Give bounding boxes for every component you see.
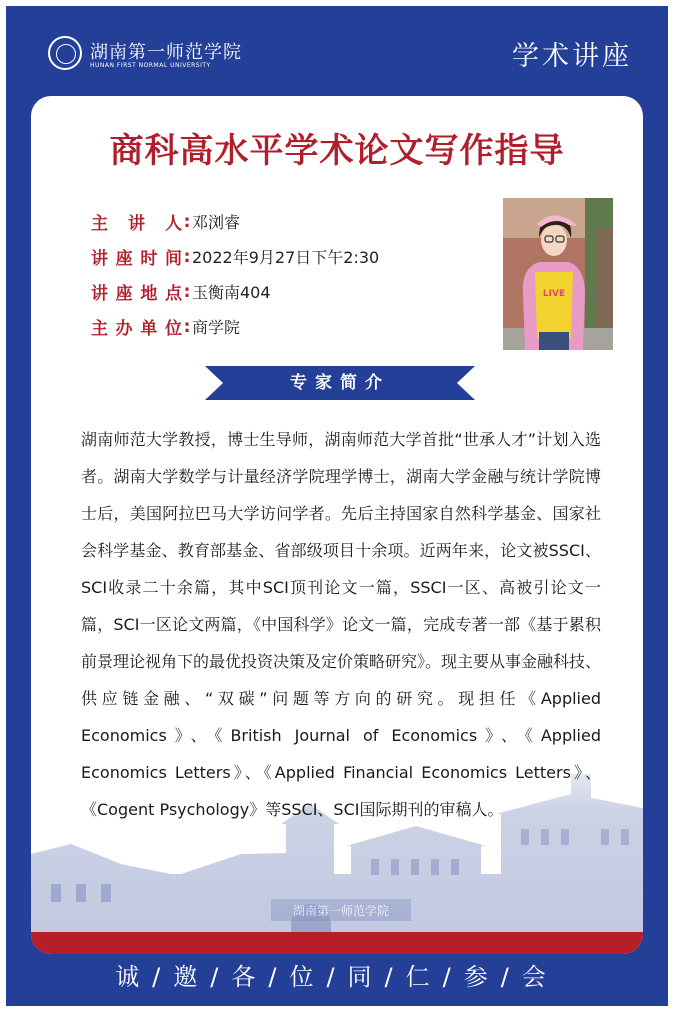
info-label: 主办单位 <box>91 319 182 339</box>
info-row-location: 讲座地点 : 玉衡南404 <box>91 274 379 309</box>
poster-footer <box>0 954 674 1012</box>
info-value: 玉衡南404 <box>192 283 271 302</box>
speaker-bio: 湖南师范大学教授，博士生导师，湖南师范大学首批“世承人才”计划入选者。湖南大学数学与计量经济学院理学博士，湖南大学金融与统计学院博士后，美国阿拉巴马大学访问学者。先后主持国家自然科学基金、国家社会科学基金、教育部基金、省部级项目十余项。近两年来，论文被SSCI、SCI收录二十余篇，其中SCI顶刊论文一篇，SSCI一区、高被引论文一篇，SCI一区论文两篇，《中国科学》论文一篇，完成专著一部《基于累积前景理论视角下的最优投资决策及定价策略研究》。现主要从事金融科技、供应链金融、“双碳”问题等方向的研究。现担任《Applied Economics》、《British Journal of Economics》、《Applied Economics Letters》、《Applied Financial Economics Letters》、《Cogent Psychology》等SSCI、SCI国际期刊的审稿人。 <box>81 430 602 819</box>
content-card <box>31 96 643 954</box>
lecture-title: 商科高水平学术论文写作指导 <box>109 131 565 171</box>
university-name-en: HUNAN FIRST NORMAL UNIVERSITY <box>90 62 211 69</box>
invitation-text: 诚/邀/各/位/同/仁/参/会 <box>115 963 559 991</box>
section-heading: 专家简介 <box>290 373 390 393</box>
poster-header <box>0 0 674 96</box>
event-category: 学术讲座 <box>512 41 632 72</box>
section-heading-wrap <box>205 366 475 400</box>
decorative-band <box>31 932 643 954</box>
info-value: 邓浏睿 <box>192 213 241 232</box>
lecture-info <box>91 204 379 344</box>
svg-text:LIVE: LIVE <box>542 289 566 299</box>
info-value: 2022年9月27日下午2:30 <box>192 248 380 267</box>
info-label: 讲座地点 <box>91 284 182 304</box>
speaker-photo <box>503 198 613 350</box>
info-row-speaker: 主讲人 : 邓浏睿 <box>91 204 379 239</box>
university-seal-icon <box>48 36 82 70</box>
info-value: 商学院 <box>192 318 241 337</box>
university-name: 湖南第一师范学院 <box>90 42 242 63</box>
info-label: 主讲人 <box>91 214 182 234</box>
info-row-time: 讲座时间 : 2022年9月27日下午2:30 <box>91 239 379 274</box>
info-label: 讲座时间 <box>91 249 182 269</box>
info-row-organizer: 主办单位 : 商学院 <box>91 309 379 344</box>
